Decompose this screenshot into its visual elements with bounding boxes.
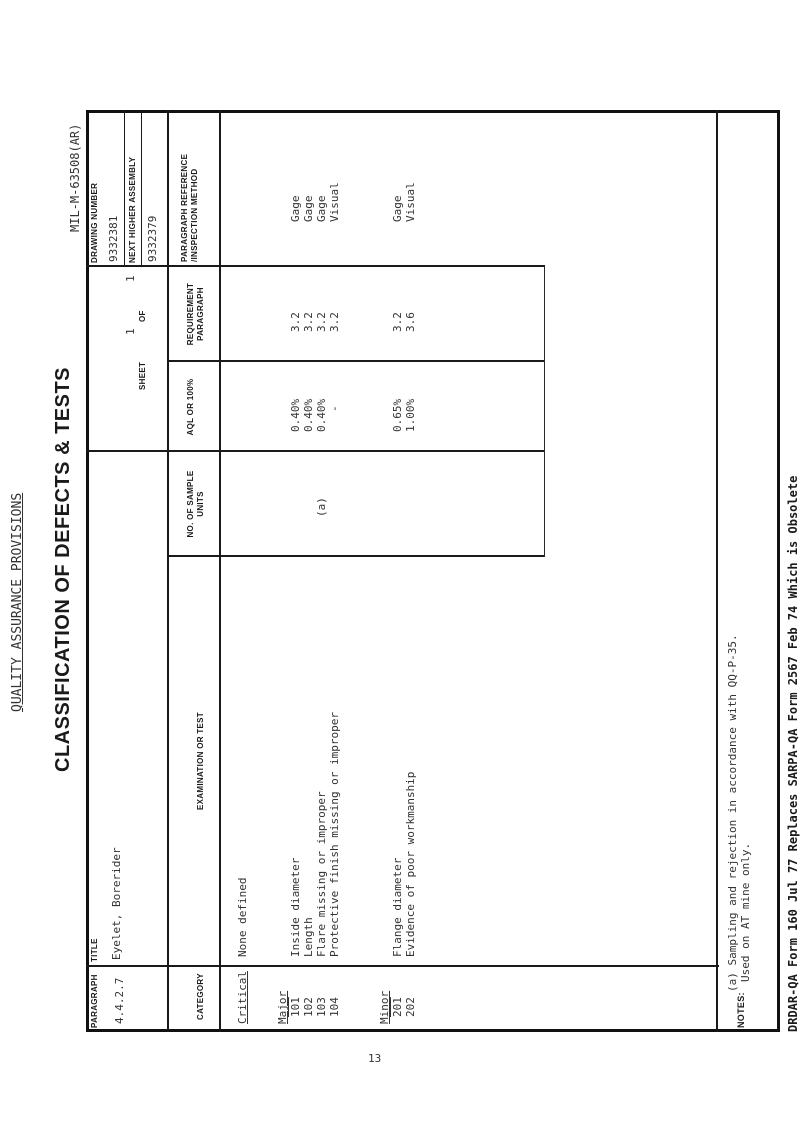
major-row-exam: Flare missing or improper (315, 791, 328, 957)
sheet-number: 1 (124, 328, 137, 335)
notes-line-2: Used on AT mine only. (739, 842, 752, 982)
col-category: CATEGORY (196, 973, 205, 1020)
major-row-method: Gage (302, 195, 315, 222)
major-sample-note: (a) (315, 497, 328, 517)
minor-row-exam: Evidence of poor workmanship (404, 771, 417, 957)
col-aql: AQL OR 100% (186, 378, 195, 436)
sheet-label: SHEET (138, 361, 147, 390)
major-row-aql: - (328, 405, 341, 412)
minor-row-aql: 0.65% (391, 398, 404, 432)
paragraph-value: 4.4.2.7 (113, 977, 126, 1024)
major-row-req: 3.2 (328, 312, 341, 332)
minor-row-aql: 1.00% (404, 398, 417, 432)
major-row-code: 104 (328, 997, 341, 1017)
title-label: TITLE (90, 938, 99, 962)
sheet-of: OF (138, 310, 147, 322)
minor-row-method: Visual (404, 182, 417, 222)
major-row-code: 103 (315, 997, 328, 1017)
minor-row-exam: Flange diameter (391, 857, 404, 957)
sheet-total: 1 (124, 275, 137, 282)
major-row-exam: Length (302, 917, 315, 957)
page-header: QUALITY ASSURANCE PROVISIONS (10, 492, 25, 712)
page-number: 13 (368, 1052, 382, 1065)
form-footer: DRDAR-QA Form 160 Jul 77 Replaces SARPA-QA Form 2567 Feb 74 Which is Obsolete (786, 475, 800, 1032)
group-major-label: Major (276, 990, 289, 1024)
minor-row-code: 202 (404, 997, 417, 1017)
major-row-exam: Protective finish missing or improper (328, 711, 341, 957)
drawing-number-value: 9332381 (107, 215, 120, 262)
major-row-code: 102 (302, 997, 315, 1017)
major-row-aql: 0.40% (289, 398, 302, 432)
group-critical-label: Critical (236, 971, 249, 1024)
notes-line-1: (a) Sampling and rejection in accordance with QQ-P-35. (726, 634, 739, 992)
major-row-exam: Inside diameter (289, 857, 302, 957)
major-row-aql: 0.40% (302, 398, 315, 432)
group-minor-label: Minor (378, 990, 391, 1024)
drawing-number-label: DRAWING NUMBER (90, 182, 99, 263)
minor-row-req: 3.6 (404, 312, 417, 332)
col-ref: PARAGRAPH REFERENCE /INSPECTION METHOD (180, 153, 199, 262)
form-title: CLASSIFICATION OF DEFECTS & TESTS (52, 366, 74, 772)
major-row-method: Gage (315, 195, 328, 222)
col-sample: NO. OF SAMPLE UNITS (186, 470, 205, 538)
major-row-method: Visual (328, 182, 341, 222)
next-assembly-value: 9332379 (146, 215, 159, 262)
col-req: REQUIREMENT PARAGRAPH (186, 282, 205, 346)
major-row-req: 3.2 (289, 312, 302, 332)
next-assembly-label: NEXT HIGHER ASSEMBLY (128, 156, 137, 263)
major-row-req: 3.2 (315, 312, 328, 332)
critical-note: None defined (236, 877, 249, 957)
minor-row-req: 3.2 (391, 312, 404, 332)
spec-number: MIL-M-63508(AR) (68, 123, 82, 232)
major-row-req: 3.2 (302, 312, 315, 332)
minor-row-method: Gage (391, 195, 404, 222)
title-value: Eyelet, Borerider (110, 847, 123, 960)
notes-label: NOTES: (736, 992, 746, 1028)
minor-row-code: 201 (391, 997, 404, 1017)
major-row-code: 101 (289, 997, 302, 1017)
paragraph-label: PARAGRAPH (90, 974, 99, 1028)
major-row-method: Gage (289, 195, 302, 222)
major-row-aql: 0.40% (315, 398, 328, 432)
col-exam: EXAMINATION OR TEST (196, 712, 205, 810)
